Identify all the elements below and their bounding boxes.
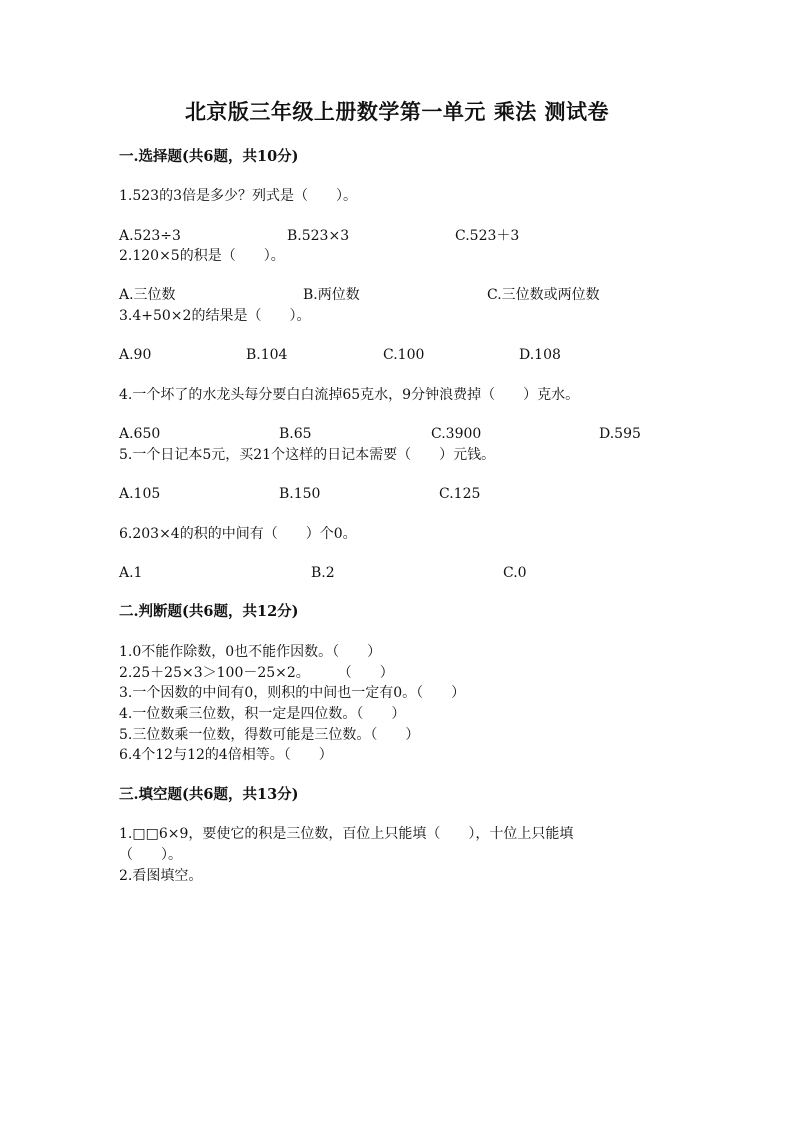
choice-q3-option-a: A.90 (119, 347, 152, 363)
judge-item: 2.25＋25×3＞100－25×2。 （ ） (119, 665, 394, 681)
judge-item: 5.三位数乘一位数，得数可能是三位数。（ ） (119, 727, 420, 743)
choice-q2-option-a: A.三位数 (119, 287, 176, 303)
choice-q3-option-c: C.100 (383, 347, 425, 363)
choice-q1-stem: 1.523的3倍是多少？列式是（ ）。 (119, 188, 357, 204)
section-heading-choice: 一.选择题(共6题，共10分) (119, 148, 299, 165)
section-heading-judge: 二.判断题(共6题，共12分) (119, 603, 299, 620)
choice-q5-option-c: C.125 (439, 486, 481, 502)
choice-q3-option-d: D.108 (519, 347, 561, 363)
choice-q4-option-a: A.650 (119, 426, 161, 442)
page-title: 北京版三年级上册数学第一单元 乘法 测试卷 (184, 99, 610, 124)
section-heading-fill: 三.填空题(共6题，共13分) (119, 786, 299, 803)
choice-q2-stem: 2.120×5的积是（ ）。 (119, 248, 285, 264)
choice-q2-option-b: B.两位数 (303, 287, 360, 303)
judge-item: 4.一位数乘三位数，积一定是四位数。（ ） (119, 706, 406, 722)
choice-q1-option-b: B.523×3 (287, 228, 350, 244)
choice-q5-option-a: A.105 (119, 486, 161, 502)
choice-q4-option-d: D.595 (599, 426, 641, 442)
choice-q6-stem: 6.203×4的积的中间有（ ）个0。 (119, 526, 357, 542)
choice-q3-stem: 3.4+50×2的结果是（ ）。 (119, 308, 311, 324)
choice-q6-option-a: A.1 (119, 565, 143, 581)
choice-q4-option-b: B.65 (279, 426, 312, 442)
fill-q1-line2: （ ）。 (119, 847, 182, 863)
fill-q2: 2.看图填空。 (119, 868, 203, 884)
choice-q5-option-b: B.150 (279, 486, 321, 502)
fill-q1-line1: 1.□□6×9，要使它的积是三位数，百位上只能填（ ），十位上只能填 (119, 826, 574, 842)
choice-q4-stem: 4.一个坏了的水龙头每分要白白流掉65克水，9分钟浪费掉（ ）克水。 (119, 387, 580, 403)
choice-q3-option-b: B.104 (246, 347, 288, 363)
judge-item: 6.4个12与12的4倍相等。（ ） (119, 747, 333, 763)
choice-q1-option-c: C.523＋3 (455, 228, 520, 244)
judge-item: 1.0不能作除数，0也不能作因数。（ ） (119, 644, 382, 660)
choice-q1-option-a: A.523÷3 (119, 228, 181, 244)
choice-q2-option-c: C.三位数或两位数 (487, 287, 600, 303)
judge-item: 3.一个因数的中间有0，则积的中间也一定有0。（ ） (119, 685, 466, 701)
choice-q6-option-b: B.2 (311, 565, 335, 581)
choice-q5-stem: 5.一个日记本5元，买21个这样的日记本需要（ ）元钱。 (119, 447, 496, 463)
choice-q6-option-c: C.0 (503, 565, 527, 581)
choice-q4-option-c: C.3900 (431, 426, 482, 442)
